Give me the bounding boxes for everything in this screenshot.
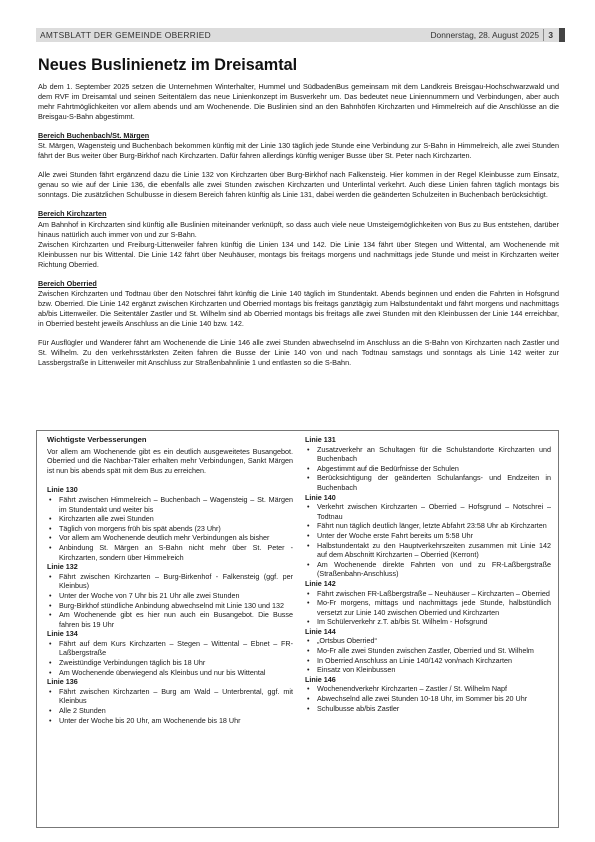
article-intro: Ab dem 1. September 2025 setzen die Unternehmen Winterhalter, Hummel und SüdbadenBus gemeinsam mit dem Landkreis Breisgau-Hochschwarzwald und dem RVF im Dreisamtal und seinen Seitentälern das neue Linienkonzept im Busverkehr um. Das bedeutet neue Liniennummern und Verbindungen, aber auch mehr Fahrtmöglichkeiten vor allem abends und am Wochenende. Die Buslinien sind an den Bahnhöfen Kirchzarten und Himmelreich auf die Anschlüsse an die Breisgau-S-Bahn abgestimmt. <box>38 82 559 122</box>
line-heading-130: Linie 130 <box>47 485 78 495</box>
list-item: • Vor allem am Wochenende deutlich mehr Verbindungen als bisher <box>47 533 293 543</box>
list-item: • Zusatzverkehr an Schultagen für die Schulstandorte Kirchzarten und Buchenbach <box>305 445 551 464</box>
box-left-column <box>47 435 293 725</box>
list-item: • Abgestimmt auf die Bedürfnisse der Schulen <box>305 464 551 474</box>
box-intro: Vor allem am Wochenende gibt es ein deutlich ausgeweitetes Busangebot. Oberried und die Nachbar-Täler erhalten mehr Verbindungen, Sankt Märgen ist nun bis abends spät mit dem Bus zu erreichen. <box>47 446 293 475</box>
list-item: • Unter der Woche erste Fahrt bereits um 5:58 Uhr <box>305 531 551 541</box>
line-146-list <box>305 684 551 713</box>
list-item: • Kirchzarten alle zwei Stunden <box>47 514 293 524</box>
list-item: • Mo-Fr alle zwei Stunden zwischen Zastler, Oberried und St. Wilhelm <box>305 646 551 656</box>
list-item: • Burg-Birkhof stündliche Anbindung abwechselnd mit Linie 130 und 132 <box>47 601 293 611</box>
publication-name: AMTSBLATT DER GEMEINDE OBERRIED <box>40 30 211 40</box>
list-item: • Täglich von morgens früh bis spät abends (23 Uhr) <box>47 524 293 534</box>
article-title: Neues Buslinienetz im Dreisamtal <box>38 56 298 74</box>
header-end-bar <box>559 28 565 42</box>
list-item: • Mo-Fr morgens, mittags und nachmittags jede Stunde, halbstündlich versetzt zur Linie 140 zwischen Oberried und Kirchzarten <box>305 598 551 617</box>
list-item: • Am Wochenende direkte Fahrten von und zu FR-Laßbergstraße (Straßenbahn-Anschluss) <box>305 560 551 579</box>
line-heading-134: Linie 134 <box>47 629 78 639</box>
list-item: • Berücksichtigung der geänderten Schulanfangs- und Endzeiten in Buchenbach <box>305 473 551 492</box>
list-item: • Abwechselnd alle zwei Stunden 10-18 Uhr, im Sommer bis 20 Uhr <box>305 694 551 704</box>
section-paragraph: Für Ausflügler und Wanderer fährt am Wochenende die Linie 146 alle zwei Stunden abwechselnd im Anschluss an die S-Bahn von Kirchzarten nach Zastler und St. Wilhelm. Zu den verkehrsstärksten Zeiten fahren die Busse der Linie 140 von und nach Todtnau samstags und sonntags als Linie 142 weiter zur Lassbergstraße in Littenweiler mit Anschluss zur Straßenbahnlinie 1 und entlasten so die S-Bahn. <box>38 337 559 368</box>
page-number: 3 <box>548 30 553 40</box>
improvements-box <box>36 430 559 828</box>
list-item: • Am Wochenende gibt es hier nun auch ein Busangebot. Die Busse fahren bis 19 Uhr <box>47 610 293 629</box>
section-paragraph: St. Märgen, Wagensteig und Buchenbach bekommen künftig mit der Linie 130 täglich jede Stunde eine Verbindung zur S-Bahn in Himmelreich, alle zwei Stunden fährt der Bus weiter über Burg-Birkhof nach Kirchzarten. Dafür fahren allerdings künftig weniger Busse über St. Peter nach Kirchzarten. <box>38 141 559 161</box>
list-item: • Unter der Woche von 7 Uhr bis 21 Uhr alle zwei Stunden <box>47 591 293 601</box>
section-heading-kirchzarten: Bereich Kirchzarten <box>38 209 107 219</box>
line-heading-142: Linie 142 <box>305 578 336 588</box>
line-heading-136: Linie 136 <box>47 677 78 687</box>
list-item: • Verkehrt zwischen Kirchzarten – Oberried – Hofsgrund – Notschrei – Todtnau <box>305 502 551 521</box>
line-heading-131: Linie 131 <box>305 435 336 444</box>
section-paragraph: Alle zwei Stunden fährt ergänzend dazu die Linie 132 von Kirchzarten über Burg-Birkhof nach Falkensteig. Hier kommen in der Regel Kleinbusse zum Einsatz, genau so wie auf der Linie 136, die ebenfalls alle zwei Stunden zwischen Kirchzarten und Unterlintal verkehrt. Auch diese Linien fahren täglich montags bis sonntags. Die zusätzlichen Schulbusse in diesem Bereich fahren künftig als Linie 131, dabei werden die geänderten Schulzeiten in Buchenbach berücksichtigt. <box>38 170 559 200</box>
list-item: • Alle 2 Stunden <box>47 706 293 716</box>
list-item: • Unter der Woche bis 20 Uhr, am Wochenende bis 18 Uhr <box>47 716 293 726</box>
article-body <box>38 82 559 377</box>
line-131-list <box>305 445 551 493</box>
list-item: • Halbstundentakt zu den Hauptverkehrszeiten zusammen mit Linie 142 auf dem Abschnitt Kirchzarten – Oberried (Kerront) <box>305 541 551 560</box>
line-144-list <box>305 636 551 674</box>
issue-date: Donnerstag, 28. August 2025 <box>430 30 539 40</box>
line-heading-140: Linie 140 <box>305 492 336 502</box>
line-130-list <box>47 495 293 562</box>
line-heading-146: Linie 146 <box>305 674 336 684</box>
list-item: • Wochenendverkehr Kirchzarten – Zastler / St. Wilhelm Napf <box>305 684 551 694</box>
page-header <box>36 28 559 42</box>
line-132-list <box>47 572 293 630</box>
list-item: • Schulbusse ab/bis Zastler <box>305 704 551 714</box>
box-right-column <box>305 435 551 713</box>
line-heading-132: Linie 132 <box>47 562 78 572</box>
list-item: • Fährt zwischen Himmelreich – Buchenbach – Wagensteig – St. Märgen im Stundentakt und weiter bis <box>47 495 293 514</box>
box-title: Wichtigste Verbesserungen <box>47 435 147 444</box>
line-heading-144: Linie 144 <box>305 626 336 636</box>
list-item: • Zweistündige Verbindungen täglich bis 18 Uhr <box>47 658 293 668</box>
list-item: • Am Wochenende überwiegend als Kleinbus und nur bis Wittental <box>47 668 293 678</box>
list-item: • Fährt nun täglich deutlich länger, letzte Abfahrt 23:58 Uhr ab Kirchzarten <box>305 521 551 531</box>
list-item: • Fährt zwischen Kirchzarten – Burg am Wald – Unterbrental, ggf. mit Kleinbus <box>47 687 293 706</box>
list-item: • Fährt zwischen Kirchzarten – Burg-Birkenhof - Falkensteig (ggf. per Kleinbus) <box>47 572 293 591</box>
list-item: • Einsatz von Kleinbussen <box>305 665 551 675</box>
list-item: • Im Schülerverkehr z.T. ab/bis St. Wilhelm - Hofsgrund <box>305 617 551 627</box>
line-136-list <box>47 687 293 725</box>
header-divider <box>543 29 544 41</box>
line-140-list <box>305 502 551 579</box>
section-paragraph: Am Bahnhof in Kirchzarten sind künftig alle Buslinien miteinander verknüpft, so dass auch viele neue Umsteigemöglichkeiten von Bus zu Bus entstehen, darüber hinaus natürlich auch immer von und zur S-Bahn. Zwischen Kirchzarten und Freiburg-Littenweiler fahren künftig die Linien 134 und 142. Die Linie 134 fährt über Stegen und Wittental, am Wochenende mit Kleinbussen nur bis Wittental. Die Linie 142 fährt über Neuhäuser, montags bis freitags morgens und nachmittags jede Stunde und meist in Kirchzarten weiter Richtung Oberried. <box>38 219 559 269</box>
section-heading-oberried: Bereich Oberried <box>38 278 97 288</box>
list-item: • Fährt auf dem Kurs Kirchzarten – Stegen – Wittental – Ebnet – FR-Laßbergstraße <box>47 639 293 658</box>
section-heading-buchenbach: Bereich Buchenbach/St. Märgen <box>38 131 150 141</box>
list-item: • Anbindung St. Märgen an S-Bahn nicht mehr über St. Peter - Kirchzarten, sondern über Himmelreich <box>47 543 293 562</box>
line-134-list <box>47 639 293 677</box>
section-paragraph: Zwischen Kirchzarten und Todtnau über den Notschrei fährt künftig die Linie 140 täglich im Stundentakt. Abends beginnen und enden die Fahrten in Hofsgrund bzw. Oberried. Die Linie 142 ergänzt zwischen Kirchzarten und Oberried montags bis freitags ganztägig zum Halbstundentakt und fährt morgens und nachmittags ab/bis Littenweiler. Die Seitentäler Zastler und St. Wilhelm sind ab Oberried montags bis freitags alle zwei Stunden mit den Kleinbussen der Linie 144 erreichbar, in Oberried besteht jeweils Anschluss an die Linie 140 bzw. 142. <box>38 288 559 328</box>
list-item: • In Oberried Anschluss an Linie 140/142 von/nach Kirchzarten <box>305 656 551 666</box>
line-142-list <box>305 589 551 627</box>
list-item: • Fährt zwischen FR-Laßbergstraße – Neuhäuser – Kirchzarten – Oberried <box>305 589 551 599</box>
list-item: • „Ortsbus Oberried“ <box>305 636 551 646</box>
